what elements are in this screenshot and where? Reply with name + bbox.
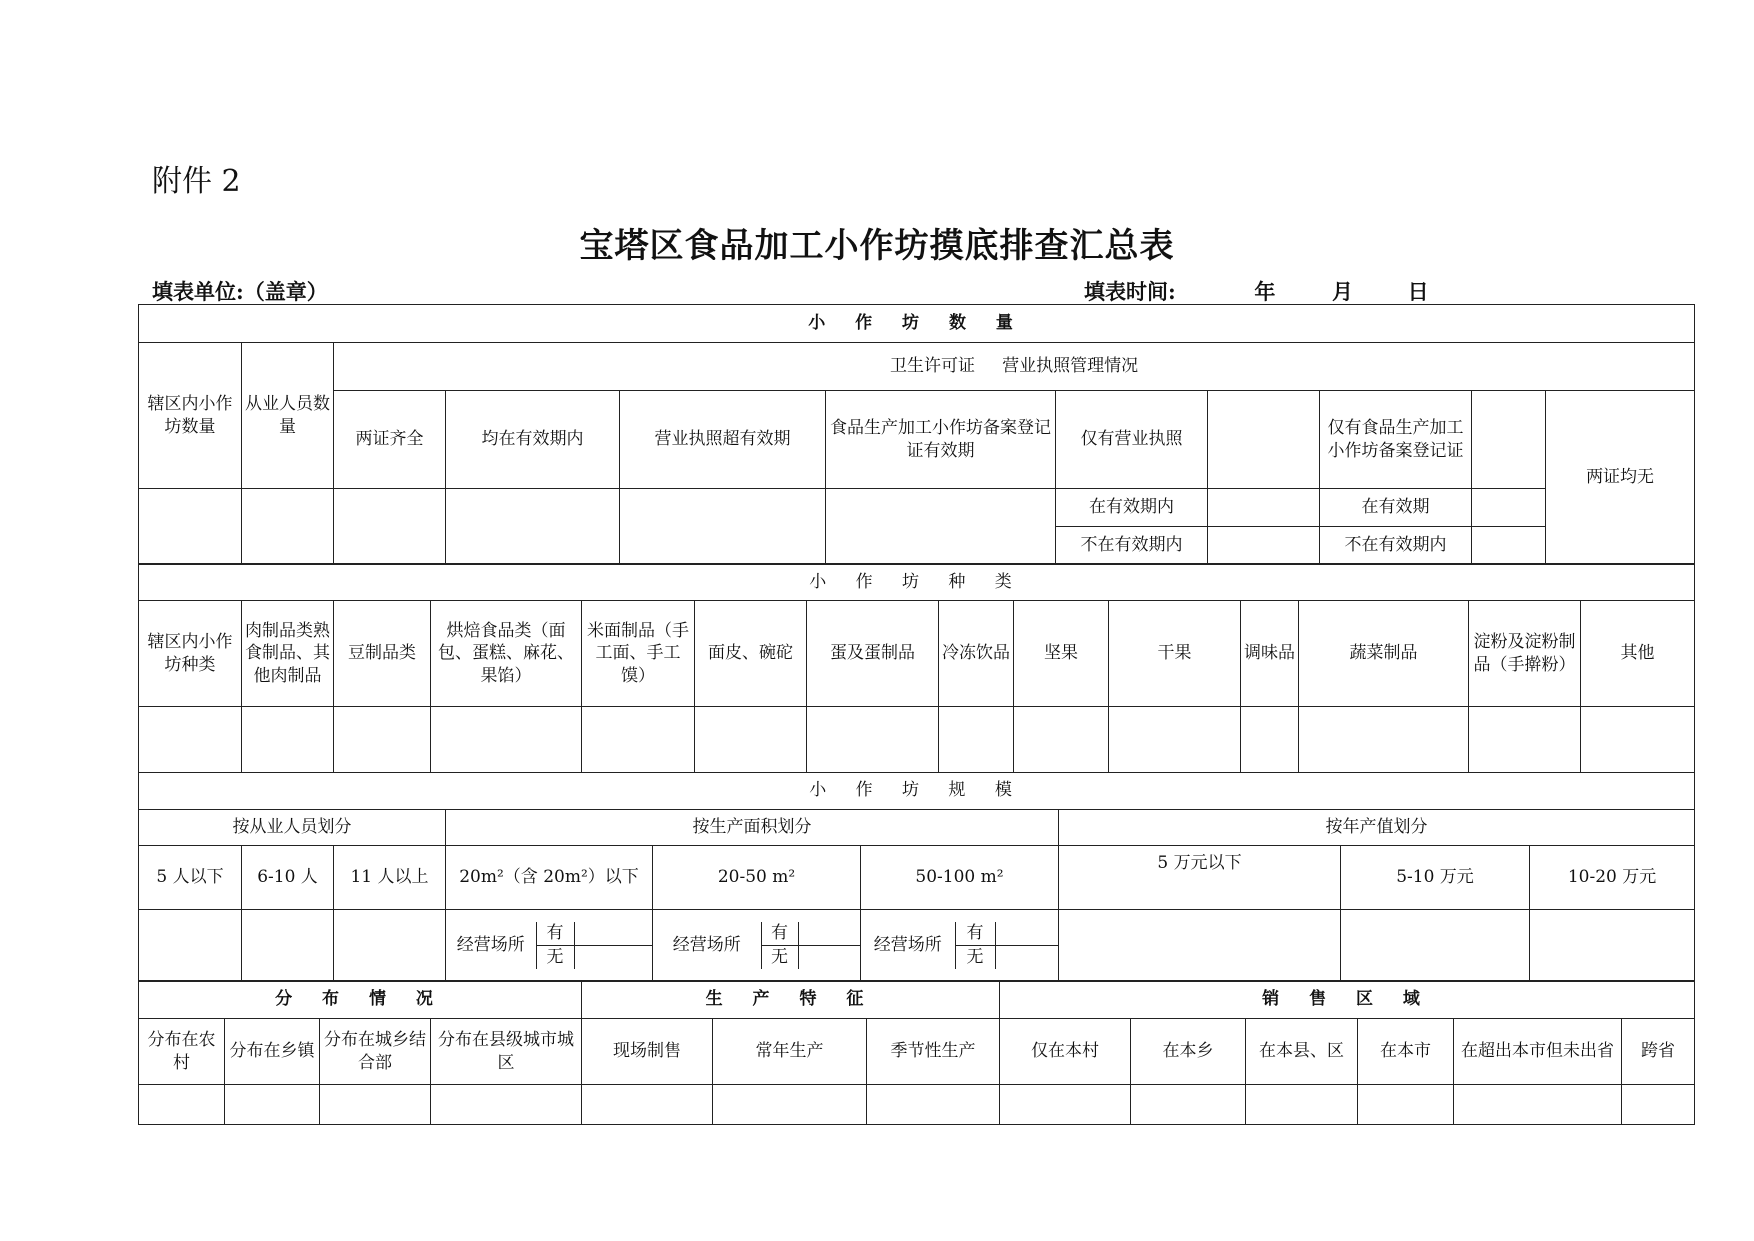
area-bin-2: 50-100 m²: [861, 845, 1059, 909]
blank-cell: [574, 922, 652, 945]
premises-group-1: [446, 909, 653, 981]
premises-has-not: 无: [536, 945, 574, 968]
area-bin-1: 20-50 m²: [653, 845, 861, 909]
type-col-13: 其他: [1581, 601, 1695, 707]
prod-col-2: 季节性生产: [867, 1019, 1000, 1085]
staff-bin-0: 5 人以下: [139, 845, 242, 909]
blank-cell: [431, 707, 582, 773]
fill-time-month: 月: [1332, 279, 1354, 304]
dist-col-1: 分布在乡镇: [225, 1019, 320, 1085]
fill-time-day: 日: [1407, 279, 1429, 304]
type-col-6: 蛋及蛋制品: [807, 601, 939, 707]
premises-label: 经营场所: [446, 922, 536, 969]
blank-cell: [1341, 909, 1530, 981]
sales-title: 销 售 区 域: [1000, 981, 1695, 1019]
blank-cell: [995, 945, 1058, 968]
col-only-business-license: 仅有营业执照: [1056, 391, 1208, 489]
sales-col-0: 仅在本村: [1000, 1019, 1131, 1085]
by-area-header: 按生产面积划分: [446, 809, 1059, 845]
prod-col-1: 常年生产: [713, 1019, 867, 1085]
type-col-0: 辖区内小作坊种类: [139, 601, 242, 707]
scale-table: [138, 772, 1695, 982]
blank-cell: [1472, 391, 1546, 489]
type-col-2: 豆制品类: [334, 601, 431, 707]
col-only-registration: 仅有食品生产加工小作坊备案登记证: [1320, 391, 1472, 489]
blank-cell: [1472, 489, 1546, 527]
blank-cell: [334, 489, 446, 565]
blank-cell: [225, 1085, 320, 1125]
blank-cell: [1000, 1085, 1131, 1125]
blank-cell: [431, 1085, 582, 1125]
section-quantity-title: 小 作 坊 数 量: [139, 305, 1695, 343]
attachment-label: 附件 2: [152, 164, 241, 199]
blank-cell: [826, 489, 1056, 565]
dist-col-0: 分布在农村: [139, 1019, 225, 1085]
quantity-table: [138, 304, 1695, 565]
blank-cell: [242, 909, 334, 981]
document-title: 宝塔区食品加工小作坊摸底排查汇总表: [579, 226, 1175, 266]
blank-cell: [995, 922, 1058, 945]
blank-cell: [798, 922, 860, 945]
type-col-3: 烘焙食品类（面包、蛋糕、麻花、果馅）: [431, 601, 582, 707]
dist-col-2: 分布在城乡结合部: [320, 1019, 431, 1085]
license-header: 卫生许可证 营业执照管理情况: [334, 343, 1695, 391]
distribution-table: [138, 980, 1695, 1125]
blank-cell: [334, 909, 446, 981]
blank-cell: [139, 909, 242, 981]
blank-cell: [139, 1085, 225, 1125]
section-scale-title: 小 作 坊 规 模: [139, 772, 1695, 809]
value-bin-0: 5 万元以下: [1059, 845, 1341, 909]
blank-cell: [1299, 707, 1469, 773]
blank-cell: [867, 1085, 1000, 1125]
blank-cell: [242, 489, 334, 565]
fill-time-label: 填表时间:: [1084, 279, 1176, 304]
premises-has: 有: [955, 922, 995, 945]
blank-cell: [798, 945, 860, 968]
blank-cell: [1208, 489, 1320, 527]
within-validity-a: 在有效期内: [1056, 489, 1208, 527]
blank-cell: [582, 707, 695, 773]
blank-cell: [139, 707, 242, 773]
blank-cell: [620, 489, 826, 565]
section-types-title: 小 作 坊 种 类: [139, 564, 1695, 601]
types-table: [138, 563, 1695, 773]
value-bin-1: 5-10 万元: [1341, 845, 1530, 909]
within-validity-b: 在有效期: [1320, 489, 1472, 527]
type-col-7: 冷冻饮品: [939, 601, 1014, 707]
col-license-expired: 营业执照超有效期: [620, 391, 826, 489]
production-title: 生 产 特 征: [582, 981, 1000, 1019]
type-col-11: 蔬菜制品: [1299, 601, 1469, 707]
by-value-header: 按年产值划分: [1059, 809, 1695, 845]
sales-col-2: 在本县、区: [1246, 1019, 1358, 1085]
col-registration-valid: 食品生产加工小作坊备案登记证有效期: [826, 391, 1056, 489]
col-both-valid: 均在有效期内: [446, 391, 620, 489]
area-bin-0: 20m²（含 20m²）以下: [446, 845, 653, 909]
fill-time: [1084, 276, 1429, 306]
blank-cell: [1472, 527, 1546, 565]
blank-cell: [695, 707, 807, 773]
sales-col-3: 在本市: [1358, 1019, 1454, 1085]
blank-cell: [334, 707, 431, 773]
summary-sheet: [138, 304, 1694, 1134]
type-col-1: 肉制品类熟食制品、其他肉制品: [242, 601, 334, 707]
blank-cell: [446, 489, 620, 565]
blank-cell: [1131, 1085, 1246, 1125]
sales-col-1: 在本乡: [1131, 1019, 1246, 1085]
premises-group-2: [653, 909, 861, 981]
premises-label: 经营场所: [653, 922, 761, 969]
blank-cell: [1530, 909, 1695, 981]
blank-cell: [1454, 1085, 1622, 1125]
blank-cell: [1358, 1085, 1454, 1125]
fill-time-year: 年: [1254, 279, 1276, 304]
premises-label: 经营场所: [861, 922, 955, 969]
col-neither: 两证均无: [1546, 391, 1695, 565]
blank-cell: [807, 707, 939, 773]
staff-bin-2: 11 人以上: [334, 845, 446, 909]
not-within-validity-b: 不在有效期内: [1320, 527, 1472, 565]
blank-cell: [320, 1085, 431, 1125]
blank-cell: [1208, 527, 1320, 565]
type-col-4: 米面制品（手工面、手工馍）: [582, 601, 695, 707]
type-col-12: 淀粉及淀粉制品（手擀粉）: [1469, 601, 1581, 707]
col-both-complete: 两证齐全: [334, 391, 446, 489]
type-col-5: 面皮、碗砣: [695, 601, 807, 707]
type-col-9: 干果: [1109, 601, 1241, 707]
premises-has-not: 无: [761, 945, 798, 968]
not-within-validity-a: 不在有效期内: [1056, 527, 1208, 565]
blank-cell: [139, 489, 242, 565]
staff-bin-1: 6-10 人: [242, 845, 334, 909]
blank-cell: [1109, 707, 1241, 773]
blank-cell: [1208, 391, 1320, 489]
blank-cell: [1241, 707, 1299, 773]
blank-cell: [1246, 1085, 1358, 1125]
distribution-title: 分 布 情 况: [139, 981, 582, 1019]
sales-col-4: 在超出本市但未出省: [1454, 1019, 1622, 1085]
blank-cell: [1469, 707, 1581, 773]
by-staff-header: 按从业人员划分: [139, 809, 446, 845]
blank-cell: [713, 1085, 867, 1125]
blank-cell: [939, 707, 1014, 773]
blank-cell: [1622, 1085, 1695, 1125]
blank-cell: [574, 945, 652, 968]
type-col-10: 调味品: [1241, 601, 1299, 707]
col-workshop-count: 辖区内小作坊数量: [139, 343, 242, 489]
premises-has: 有: [536, 922, 574, 945]
type-col-8: 坚果: [1014, 601, 1109, 707]
blank-cell: [1581, 707, 1695, 773]
value-bin-2: 10-20 万元: [1530, 845, 1695, 909]
dist-col-3: 分布在县级城市城区: [431, 1019, 582, 1085]
premises-has-not: 无: [955, 945, 995, 968]
premises-has: 有: [761, 922, 798, 945]
blank-cell: [582, 1085, 713, 1125]
col-staff-count: 从业人员数量: [242, 343, 334, 489]
prod-col-0: 现场制售: [582, 1019, 713, 1085]
blank-cell: [1014, 707, 1109, 773]
sales-col-5: 跨省: [1622, 1019, 1695, 1085]
premises-group-3: [861, 909, 1059, 981]
fill-unit-label: 填表单位:（盖章）: [152, 279, 328, 304]
blank-cell: [1059, 909, 1341, 981]
blank-cell: [242, 707, 334, 773]
